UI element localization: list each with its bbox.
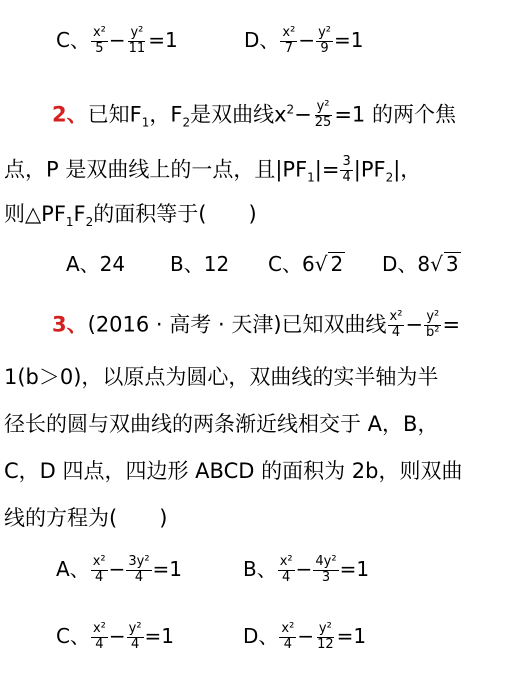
- option-label: A、: [56, 556, 90, 581]
- q3-line-5: 线的方程为( ): [4, 506, 168, 530]
- fraction-denominator: 9: [320, 40, 329, 56]
- radicand: 2: [330, 252, 344, 276]
- fraction-numerator: x²: [92, 554, 106, 569]
- q2-line-3: [4, 202, 257, 230]
- minus-sign: −: [108, 556, 126, 581]
- q3-line-2: 1(b＞0)，以原点为圆心，双曲线的实半轴为半: [4, 365, 439, 389]
- fraction-numerator: y²: [318, 621, 332, 636]
- q3-line-4: C，D 四点，四边形 ABCD 的面积为 2b，则双曲: [4, 459, 463, 483]
- q3-line-1: [52, 310, 460, 341]
- subscript: 2: [182, 115, 191, 130]
- q3-option-c: [56, 622, 174, 653]
- option-label: C、: [56, 27, 90, 52]
- subscript: 2: [385, 170, 394, 185]
- subscript: 1: [307, 170, 315, 185]
- subscript: 1: [65, 215, 74, 230]
- fraction-numerator: y²: [318, 25, 331, 40]
- q2-option-a: A、24: [66, 252, 126, 276]
- q2-line-2: [4, 155, 421, 186]
- text-run: ，F: [149, 102, 183, 127]
- option-label: C、6: [268, 252, 315, 276]
- equation-rhs: =1: [336, 623, 367, 648]
- fraction-numerator: y²: [426, 309, 440, 324]
- minus-sign: −: [298, 27, 316, 52]
- option-label: D、: [243, 623, 279, 648]
- fraction-denominator: 4: [282, 569, 291, 585]
- fraction-numerator: x²: [279, 554, 293, 569]
- minus-sign: −: [297, 623, 315, 648]
- q2-line-1: [52, 100, 456, 131]
- text-run: =1 的两个焦: [334, 102, 456, 127]
- text-run: (2016 · 高考 · 天津)已知双曲线: [87, 312, 387, 337]
- fraction-denominator: 4: [134, 569, 144, 585]
- fraction-numerator: x²: [92, 25, 106, 40]
- minus-sign: −: [295, 556, 313, 581]
- minus-sign: −: [294, 102, 312, 127]
- text-run: 已知F: [87, 102, 142, 127]
- option-label: B、: [243, 556, 277, 581]
- q1-option-d: [244, 26, 363, 57]
- question-number: 2、: [52, 102, 88, 127]
- fraction-denominator: 4: [391, 324, 401, 340]
- fraction-denominator: 12: [317, 636, 334, 652]
- square-root: √ 2: [314, 252, 344, 276]
- minus-sign: −: [108, 623, 126, 648]
- fraction-denominator: 4: [130, 636, 140, 652]
- fraction-denominator: 4: [95, 569, 104, 585]
- fraction-denominator: 4: [342, 169, 351, 185]
- q1-option-c: [56, 26, 178, 57]
- fraction-numerator: x²: [389, 309, 403, 324]
- text-run: 点，P 是双曲线上的一点，且|PF: [4, 157, 308, 182]
- fraction-numerator: y²: [130, 25, 144, 40]
- equation-rhs: =1: [152, 556, 183, 581]
- minus-sign: −: [108, 27, 126, 52]
- fraction-denominator: b²: [426, 324, 440, 340]
- fraction-numerator: 3: [342, 154, 351, 169]
- equation-rhs: =1: [333, 27, 364, 52]
- q2-option-b: B、12: [170, 252, 230, 276]
- fraction-denominator: 4: [95, 636, 104, 652]
- fraction-numerator: 3y²: [128, 554, 150, 569]
- text-run: |PF: [353, 157, 386, 182]
- fraction-numerator: x²: [282, 25, 296, 40]
- fraction-numerator: x²: [281, 621, 295, 636]
- fraction-numerator: y²: [316, 99, 330, 114]
- fraction-numerator: x²: [92, 621, 106, 636]
- fraction-denominator: 4: [283, 636, 292, 652]
- option-label: C、: [56, 623, 90, 648]
- q3-line-3: 径长的圆与双曲线的两条渐近线相交于 A，B，: [4, 412, 439, 436]
- option-label: D、8: [382, 252, 431, 276]
- text-run: F: [73, 202, 86, 226]
- q2-option-c: [268, 252, 345, 275]
- q3-option-b: [243, 555, 369, 586]
- fraction-denominator: 5: [95, 40, 104, 56]
- radicand: 3: [445, 252, 459, 276]
- text-run: 则△PF: [4, 202, 66, 226]
- equation-rhs: =1: [144, 623, 175, 648]
- fraction-denominator: 25: [314, 114, 332, 130]
- text-run: 的面积等于( ): [93, 202, 257, 226]
- fraction-denominator: 7: [284, 40, 293, 56]
- text-run: 是双曲线x: [190, 102, 287, 127]
- equation-rhs: =1: [148, 27, 178, 52]
- subscript: 2: [85, 215, 94, 230]
- text-run: |=: [314, 157, 340, 182]
- q2-option-d: [382, 252, 461, 275]
- square-root: √ 3: [430, 252, 459, 276]
- fraction-numerator: y²: [128, 621, 142, 636]
- option-label: D、: [244, 27, 280, 52]
- q3-option-d: [243, 622, 366, 653]
- superscript: 2: [286, 102, 295, 117]
- question-number: 3、: [52, 312, 88, 337]
- equation-rhs: =1: [339, 556, 370, 581]
- text-run: |，: [393, 157, 422, 182]
- q3-option-a: [56, 555, 182, 586]
- fraction-numerator: 4y²: [315, 554, 337, 569]
- minus-sign: −: [405, 312, 424, 337]
- subscript: 1: [141, 115, 150, 130]
- fraction-denominator: 3: [321, 569, 331, 585]
- fraction-denominator: 11: [128, 40, 146, 56]
- equals-sign: =: [442, 312, 461, 337]
